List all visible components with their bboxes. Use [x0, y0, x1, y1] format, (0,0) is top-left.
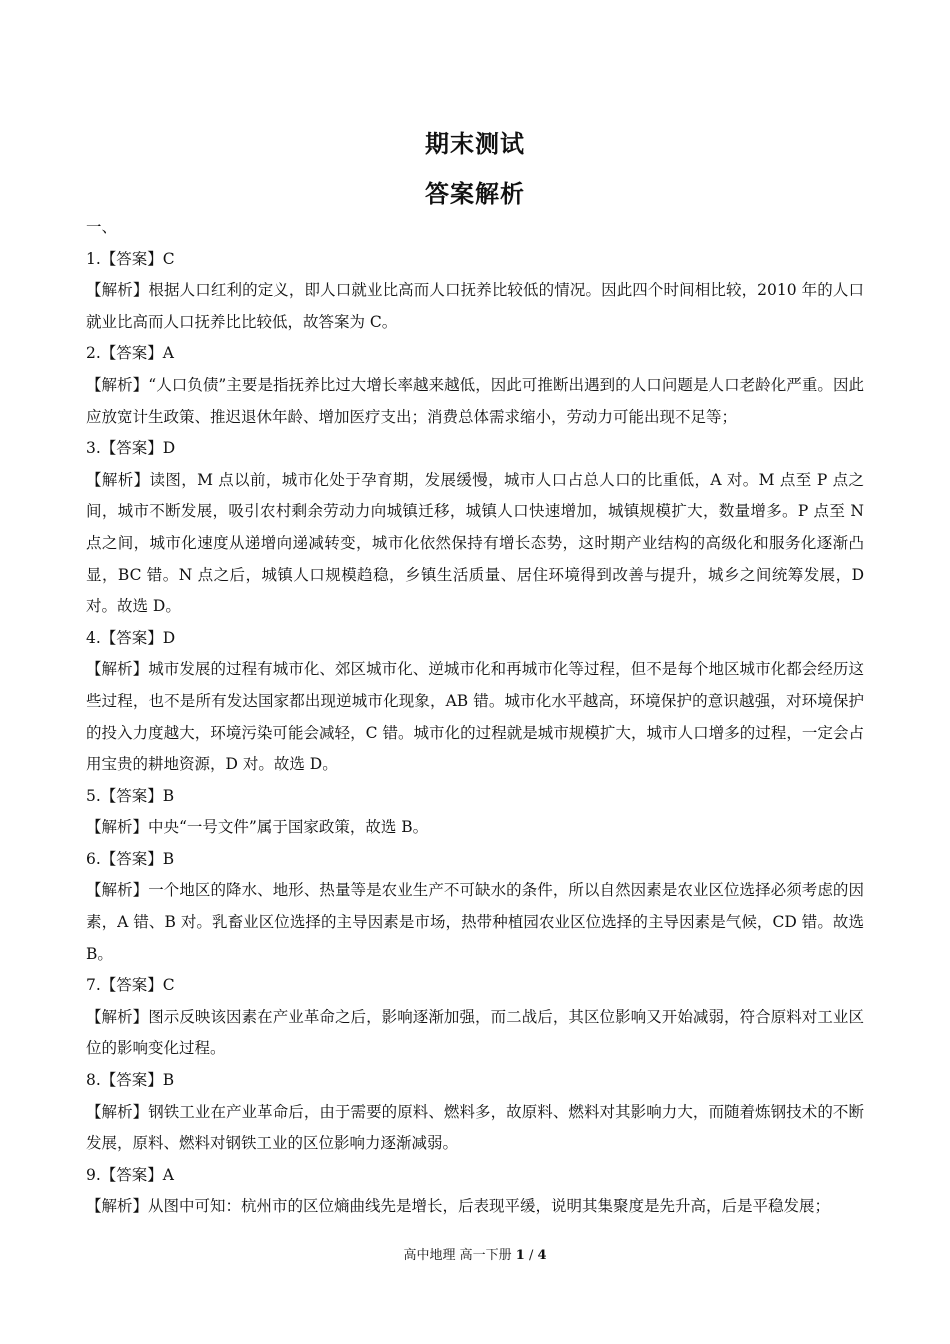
section-heading: 一、: [86, 218, 118, 236]
analysis-paragraph: 【解析】图示反映该因素在产业革命之后，影响逐渐加强，而二战后，其区位影响又开始减弱，符合原料对工业区位的影响变化过程。: [86, 1007, 864, 1058]
answer-line: 9.【答案】A: [86, 1165, 174, 1184]
analysis-paragraph: 【解析】一个地区的降水、地形、热量等是农业生产不可缺水的条件，所以自然因素是农业区位选择必须考虑的因素，A 错、B 对。乳畜业区位选择的主导因素是市场，热带种植园农业区位选择的主导因素是气候，CD 错。故选 B。: [86, 881, 864, 963]
answer-line: 8.【答案】B: [86, 1071, 175, 1090]
analysis-paragraph: 【解析】根据人口红利的定义，即人口就业比高而人口抚养比较低的情况。因此四个时间相比较，2010 年的人口就业比高而人口抚养比比较低，故答案为 C。: [86, 281, 864, 331]
footer-separator: /: [524, 1248, 538, 1263]
footer-page-number: 1: [515, 1248, 525, 1263]
answer-line: 2.【答案】A: [86, 344, 174, 363]
analysis-paragraph: 【解析】读图，M 点以前，城市化处于孕育期，发展缓慢，城市人口占总人口的比重低，A 对。M 点至 P 点之间，城市不断发展，吸引农村剩余劳动力向城镇迁移，城镇人口快速增加，城镇规模扩大，数量增多。P 点至 N 点之间，城市化速度从递增向递减转变，城市化依然保持有增长态势，这时期产业结构的高级化和服务化逐渐凸显，BC 错。N 点之后，城镇人口规模趋稳，乡镇生活质量、居住环境得到改善与提升，城乡之间统筹发展，D 对。故选 D。: [86, 470, 864, 616]
answer-line: 4.【答案】D: [86, 628, 176, 647]
answer-line: 1.【答案】C: [86, 249, 175, 268]
footer-total-pages: 4: [537, 1248, 547, 1263]
analysis-paragraph: 【解析】中央“一号文件”属于国家政策，故选 B。: [86, 818, 429, 837]
document-title: 期末测试: [425, 130, 525, 158]
answer-line: 6.【答案】B: [86, 849, 175, 868]
answer-line: 3.【答案】D: [86, 439, 176, 458]
answer-line: 5.【答案】B: [86, 786, 175, 805]
answer-line: 7.【答案】C: [86, 976, 175, 995]
document-subtitle: 答案解析: [425, 180, 525, 208]
footer-course: 高中地理 高一下册: [403, 1248, 512, 1263]
analysis-paragraph: 【解析】钢铁工业在产业革命后，由于需要的原料、燃料多，故原料、燃料对其影响力大，而随着炼钢技术的不断发展，原料、燃料对钢铁工业的区位影响力逐渐减弱。: [86, 1102, 864, 1153]
analysis-paragraph: 【解析】城市发展的过程有城市化、郊区城市化、逆城市化和再城市化等过程，但不是每个地区城市化都会经历这些过程，也不是所有发达国家都出现逆城市化现象，AB 错。城市化水平越高，环境保护的意识越强，对环境保护的投入力度越大，环境污染可能会减轻，C 错。城市化的过程就是城市规模扩大，城市人口增多的过程，一定会占用宝贵的耕地资源，D 对。故选 D。: [86, 660, 864, 774]
answer-content: [86, 212, 864, 1223]
page-footer: [0, 1244, 950, 1263]
analysis-paragraph: 【解析】“人口负债”主要是指抚养比过大增长率越来越低，因此可推断出遇到的人口问题是人口老龄化严重。因此应放宽计生政策、推迟退休年龄、增加医疗支出；消费总体需求缩小，劳动力可能出现不足等；: [86, 375, 864, 426]
analysis-paragraph: 【解析】从图中可知：杭州市的区位熵曲线先是增长，后表现平缓，说明其集聚度是先升高，后是平稳发展；: [86, 1197, 831, 1216]
